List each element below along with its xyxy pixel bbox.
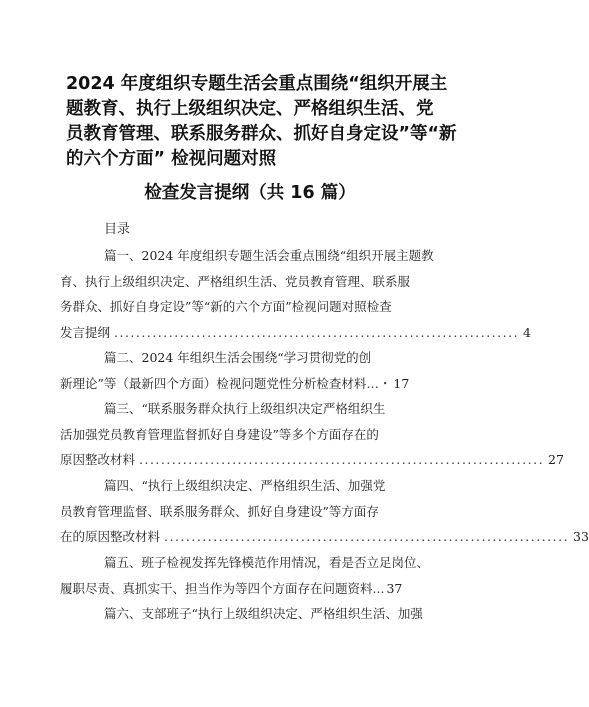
title-line: 2024 年度组织专题生活会重点围绕“组织开展主 xyxy=(66,74,448,94)
toc-entry-line: 篇五、班子检视发挥先锋模范作用情况，看是否立足岗位、 xyxy=(104,555,430,570)
toc-entry-line: 员教育管理监督、联系服务群众、抓好自身建设”等方面存 xyxy=(60,503,379,519)
toc-entry-4[interactable] xyxy=(60,473,589,550)
toc-entry-leader-line xyxy=(60,371,434,397)
toc-entry-3[interactable] xyxy=(60,396,564,473)
toc-entry-leader-line xyxy=(60,576,434,602)
toc-dot-leader: ... xyxy=(372,580,385,596)
toc-dot-leader: .......................................................................... xyxy=(139,452,545,467)
toc-entry-line: 活加强党员教育管理监督抓好自身建设”等多个方面存在的 xyxy=(60,426,379,442)
document-subtitle: 检查发言提纲（共 16 篇） xyxy=(144,183,356,203)
toc-entry-1[interactable] xyxy=(60,243,531,345)
toc-entry-line: 新理论”等（最新四个方面）检视问题党性分析检查材料 xyxy=(60,375,367,391)
toc-dot-leader: .......................................................................... xyxy=(164,529,570,544)
toc-entry-leader-line xyxy=(60,524,589,550)
title-line: 题教育、执行上级组织决定、严格组织生活、党 xyxy=(66,99,434,119)
toc-entry-line: 发言提纲 xyxy=(60,324,111,340)
toc-dot-leader: .......................................................................... xyxy=(114,324,520,340)
title-line: 员教育管理、联系服务群众、抓好自身定设”等“新 xyxy=(66,124,457,144)
toc-entry-line: 育、执行上级组织决定、严格组织生活、党员教育管理、联系服 xyxy=(60,273,411,289)
toc-entry-line: 篇二、2024 年组织生活会围绕“学习贯彻党的创 xyxy=(104,350,372,365)
toc-entry-5[interactable] xyxy=(60,550,434,601)
toc-entry-leader-line xyxy=(60,320,531,346)
toc-page-number: 37 xyxy=(386,580,403,596)
toc-entry-line: 原因整改材料 xyxy=(60,452,136,467)
toc-entry-line: 务群众、抓好自身定设”等“新的六个方面”检视问题对照检查 xyxy=(60,299,392,314)
toc-heading: 目录 xyxy=(104,222,131,237)
toc-entry-line: 篇一、2024 年度组织专题生活会重点围绕“组织开展主题教 xyxy=(104,248,434,263)
toc-entry-line: 在的原因整改材料 xyxy=(60,529,161,544)
toc-entry-leader-line xyxy=(60,447,564,473)
toc-entry-6[interactable] xyxy=(60,601,434,627)
toc-entry-2[interactable] xyxy=(60,345,434,396)
toc-page-number: 33 xyxy=(573,529,589,544)
toc-entry-line: 履职尽责、真抓实干、担当作为等四个方面存在问题资料 xyxy=(60,580,373,596)
toc-page-number: 27 xyxy=(548,452,564,467)
document-title xyxy=(66,72,457,172)
title-line: 的六个方面” 检视问题对照 xyxy=(66,149,277,169)
toc-entry-line: 篇六、支部班子“执行上级组织决定、严格组织生活、加强 xyxy=(104,606,423,621)
toc-entry-line: 篇三、“联系服务群众执行上级组织决定严格组织生 xyxy=(104,401,386,416)
toc-page-number: 17 xyxy=(393,375,410,391)
toc-page-number: 4 xyxy=(523,324,531,340)
toc-entry-line: 篇四、“执行上级组织决定、严格组织生活、加强党 xyxy=(104,478,386,493)
toc-dot-leader: …・ xyxy=(366,375,392,391)
